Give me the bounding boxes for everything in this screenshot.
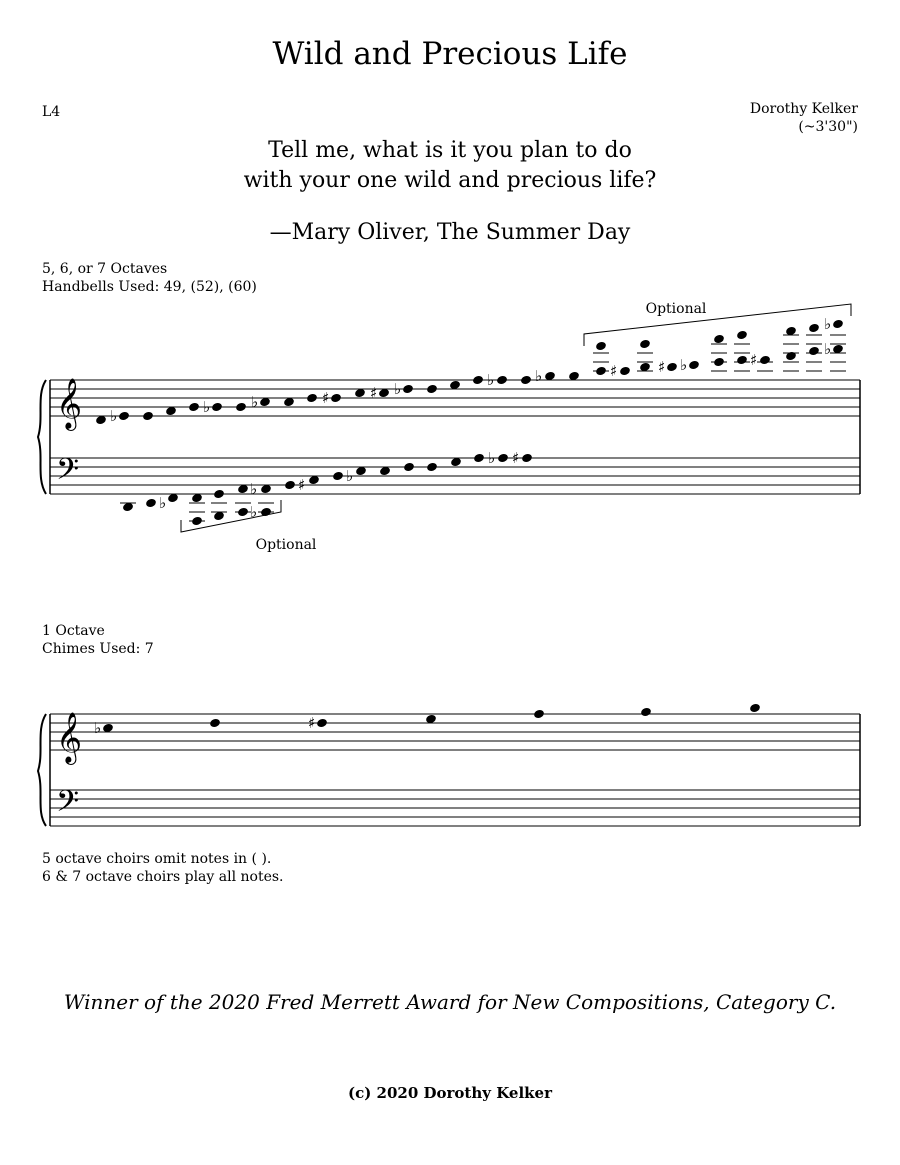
note — [235, 402, 247, 413]
sharp-icon: ♯ — [298, 476, 306, 494]
note — [736, 355, 748, 366]
epigraph-line-2: with your one wild and precious life? — [243, 168, 657, 193]
handbells-used: Handbells Used: 49, (52), (60) — [42, 279, 257, 295]
note — [426, 462, 438, 473]
flat-icon: ♭ — [251, 393, 259, 411]
chime-note-g — [749, 703, 761, 714]
note — [666, 362, 678, 373]
footnote-1: 5 octave choirs omit notes in ( ). — [42, 851, 272, 867]
note — [808, 323, 820, 334]
note — [521, 453, 533, 464]
chime-notes — [102, 703, 761, 734]
note — [473, 453, 485, 464]
grand-staff-brace — [38, 714, 46, 826]
sharp-icon: ♯ — [658, 358, 666, 376]
flat-icon: ♭ — [487, 371, 495, 389]
sharp-icon: ♯ — [512, 449, 520, 467]
handbell-octaves: 5, 6, or 7 Octaves — [42, 261, 168, 277]
note — [595, 341, 607, 352]
flat-icon: ♭ — [346, 467, 354, 485]
note — [403, 462, 415, 473]
flat-icon: ♭ — [250, 480, 258, 498]
note — [426, 384, 438, 395]
bass-scale-notes — [122, 453, 533, 527]
piece-title: Wild and Precious Life — [272, 36, 628, 72]
note — [188, 402, 200, 413]
optional-bracket-lower — [181, 500, 281, 532]
optional-label-lower: Optional — [255, 537, 317, 553]
chimes-used: Chimes Used: 7 — [42, 641, 154, 657]
grand-staff-brace — [38, 380, 46, 494]
note — [142, 411, 154, 422]
note — [639, 339, 651, 350]
chime-accidentals — [94, 714, 315, 737]
handbell-system — [38, 301, 860, 553]
note — [330, 393, 342, 404]
note — [688, 360, 700, 371]
note — [619, 366, 631, 377]
chime-bass-staff — [50, 790, 860, 826]
level-label: L4 — [42, 104, 61, 120]
note — [832, 319, 844, 330]
treble-clef-icon: 𝄞 — [56, 378, 83, 429]
flat-icon: ♭ — [680, 356, 688, 374]
note — [213, 489, 225, 500]
chime-note-c — [209, 718, 221, 729]
note — [284, 480, 296, 491]
note — [472, 375, 484, 386]
bass-clef-icon: 𝄢 — [56, 453, 80, 494]
flat-icon: ♭ — [824, 315, 832, 333]
sharp-icon: ♯ — [750, 351, 758, 369]
note — [211, 402, 223, 413]
sharp-icon: ♯ — [322, 389, 330, 407]
note — [785, 351, 797, 362]
note — [118, 411, 130, 422]
flat-icon: ♭ — [824, 340, 832, 358]
composer-name: Dorothy Kelker — [749, 101, 858, 117]
chime-note-e — [533, 709, 545, 720]
treble-clef-icon: 𝄞 — [56, 712, 83, 763]
note — [736, 330, 748, 341]
note — [306, 393, 318, 404]
epigraph-attribution: —Mary Oliver, The Summer Day — [269, 220, 631, 245]
note — [332, 471, 344, 482]
chime-system — [38, 703, 860, 826]
note — [808, 346, 820, 357]
flat-icon: ♭ — [394, 380, 402, 398]
sharp-icon: ♯ — [370, 384, 378, 402]
sharp-icon: ♯ — [308, 714, 316, 732]
flat-icon: ♭ — [94, 719, 102, 737]
copyright: (c) 2020 Dorothy Kelker — [347, 1084, 552, 1102]
epigraph-line-1: Tell me, what is it you plan to do — [268, 138, 632, 163]
flat-icon: ♭ — [535, 367, 543, 385]
chime-treble-staff — [50, 714, 860, 750]
flat-icon: ♭ — [159, 494, 167, 512]
flat-icon: ♭ — [488, 449, 496, 467]
note — [402, 384, 414, 395]
chime-note-c-sharp — [316, 718, 328, 729]
note — [520, 375, 532, 386]
note — [759, 355, 771, 366]
footnote-2: 6 & 7 octave choirs play all notes. — [42, 869, 284, 885]
note — [145, 498, 157, 509]
bass-clef-icon: 𝄢 — [56, 785, 80, 826]
flat-icon: ♭ — [110, 407, 118, 425]
duration: (~3'30") — [798, 119, 858, 135]
chime-octave: 1 Octave — [42, 623, 105, 639]
chime-note-f — [640, 707, 652, 718]
award-statement: Winner of the 2020 Fred Merrett Award for New Compositions, Category C. — [63, 990, 837, 1014]
note — [713, 334, 725, 345]
flat-icon: ♭ — [203, 398, 211, 416]
note — [497, 453, 509, 464]
sharp-icon: ♯ — [610, 362, 618, 380]
note — [496, 375, 508, 386]
flat-icon: ♭ — [250, 503, 258, 521]
optional-label-upper: Optional — [645, 301, 707, 317]
